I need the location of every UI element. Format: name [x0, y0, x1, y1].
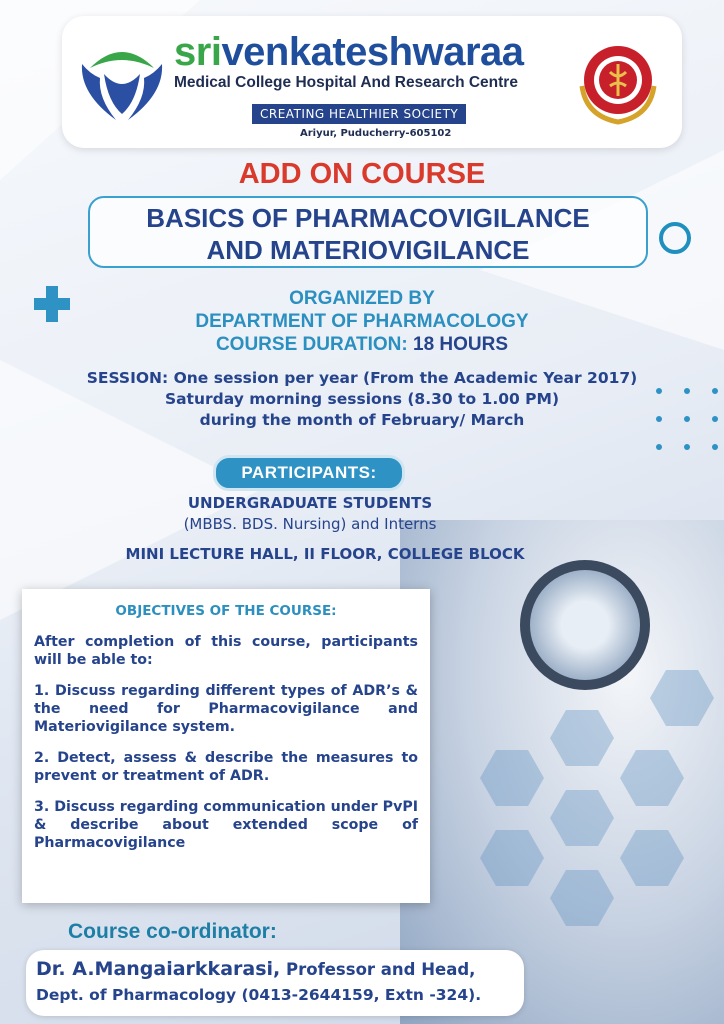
college-full-name: Medical College Hospital And Research Centre: [174, 74, 518, 91]
objective-item: 1. Discuss regarding different types of ADR’s & the need for Pharmacovigilance and Materiovigilance system.: [34, 683, 418, 735]
objectives-box: [22, 589, 430, 903]
address: Ariyur, Puducherry-605102: [300, 128, 452, 139]
dot-pattern: [652, 382, 724, 462]
stethoscope-icon: [520, 560, 650, 690]
objectives-title: OBJECTIVES OF THE COURSE:: [115, 603, 337, 619]
department-name: DEPARTMENT OF PHARMACOLOGY: [195, 311, 529, 332]
participants-info: [0, 493, 620, 535]
course-name-line: AND MATERIOVIGILANCE: [206, 235, 530, 265]
college-seal-icon: [572, 36, 664, 128]
course-duration: COURSE DURATION: 18 HOURS: [215, 334, 509, 355]
venue: MINI LECTURE HALL, II FLOOR, COLLEGE BLOCK: [125, 545, 525, 563]
page-title: ADD ON COURSE: [238, 158, 486, 190]
header-card: [62, 16, 682, 148]
session-line: SESSION: One session per year (From the Academic Year 2017): [86, 369, 638, 387]
session-line: Saturday morning sessions (8.30 to 1.00 PM): [164, 390, 560, 408]
course-name-box: [88, 196, 648, 268]
course-name-line: BASICS OF PHARMACOVIGILANCE: [146, 203, 590, 233]
session-info: [0, 368, 724, 431]
participants-line: (MBBS. BDS. Nursing) and Interns: [183, 515, 437, 533]
objective-item: 3. Discuss regarding communication under PvPI & describe about extended scope of Pharmacovigilance: [34, 799, 418, 851]
coordinator-contact: Dept. of Pharmacology (0413-2644159, Extn -324).: [36, 986, 482, 1004]
organizer-block: [0, 287, 724, 356]
hands-logo-icon: [76, 34, 168, 126]
coordinator-role: Professor and Head,: [286, 960, 476, 979]
coordinator-name: Dr. A.Mangaiarkkarasi,: [36, 958, 281, 980]
coordinator-line: [36, 958, 475, 980]
objectives-intro: After completion of this course, participants will be able to:: [34, 634, 418, 668]
brand-name: srivenkateshwaraa: [174, 30, 524, 74]
session-line: during the month of February/ March: [199, 411, 525, 429]
organizer-label: ORGANIZED BY: [289, 288, 435, 309]
participants-badge: PARTICIPANTS:: [213, 455, 405, 491]
tagline: CREATING HEALTHIER SOCIETY: [252, 104, 466, 124]
coordinator-box: [26, 950, 524, 1016]
coordinator-label: Course co-ordinator:: [68, 920, 277, 943]
ring-icon: [659, 222, 691, 254]
objective-item: 2. Detect, assess & describe the measures to prevent or treatment of ADR.: [34, 750, 418, 784]
participants-line: UNDERGRADUATE STUDENTS: [187, 494, 433, 512]
